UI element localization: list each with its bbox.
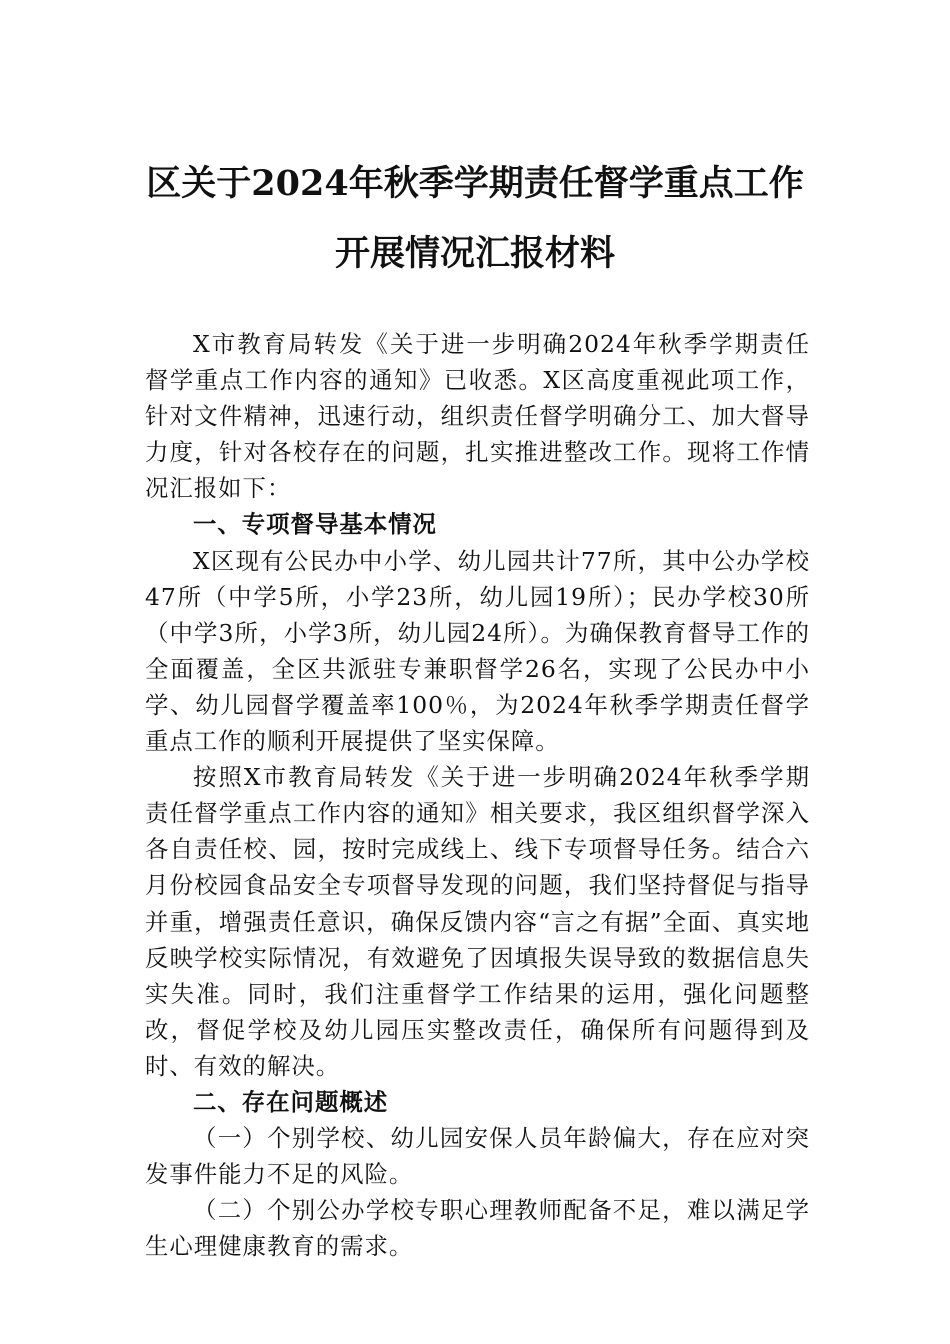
- section-2-heading: 二、存在问题概述: [193, 1087, 389, 1116]
- intro-paragraph: X市教育局转发《关于进一步明确2024年秋季学期责任督学重点工作内容的通知》已收悉。X区高度重视此项工作，针对文件精神，迅速行动，组织责任督学明确分工、加大督导力度，针对各校存在的问题，扎实推进整改工作。现将工作情况汇报如下：: [145, 330, 810, 503]
- document-title-line-2: 开展情况汇报材料: [334, 233, 615, 274]
- section-1-heading: 一、专项督导基本情况: [193, 510, 437, 539]
- section-2-item-1: （一）个别学校、幼儿园安保人员年龄偏大，存在应对突发事件能力不足的风险。: [145, 1124, 810, 1189]
- section-1-paragraph-2: 按照X市教育局转发《关于进一步明确2024年秋季学期责任督学重点工作内容的通知》相关要求，我区组织督学深入各自责任校、园，按时完成线上、线下专项督导任务。结合六月份校园食品安全专项督导发现的问题，我们坚持督促与指导并重，增强责任意识，确保反馈内容“言之有据”全面、真实地反映学校实际情况，有效避免了因填报失误导致的数据信息失实失准。同时，我们注重督学工作结果的运用，强化问题整改，督促学校及幼儿园压实整改责任，确保所有问题得到及时、有效的解决。: [145, 763, 810, 1080]
- section-2-item-2: （二）个别公办学校专职心理教师配备不足，难以满足学生心理健康教育的需求。: [145, 1196, 810, 1261]
- document-body: [145, 326, 810, 1264]
- document-title-line-1: 区关于2024年秋季学期责任督学重点工作: [146, 163, 804, 204]
- section-1-paragraph-1: X区现有公民办中小学、幼儿园共计77所，其中公办学校47所（中学5所，小学23所，幼儿园19所）；民办学校30所（中学3所，小学3所，幼儿园24所）。为确保教育督导工作的全面覆盖，全区共派驻专兼职督学26名，实现了公民办中小学、幼儿园督学覆盖率100％，为2024年秋季学期责任督学重点工作的顺利开展提供了坚实保障。: [145, 546, 810, 756]
